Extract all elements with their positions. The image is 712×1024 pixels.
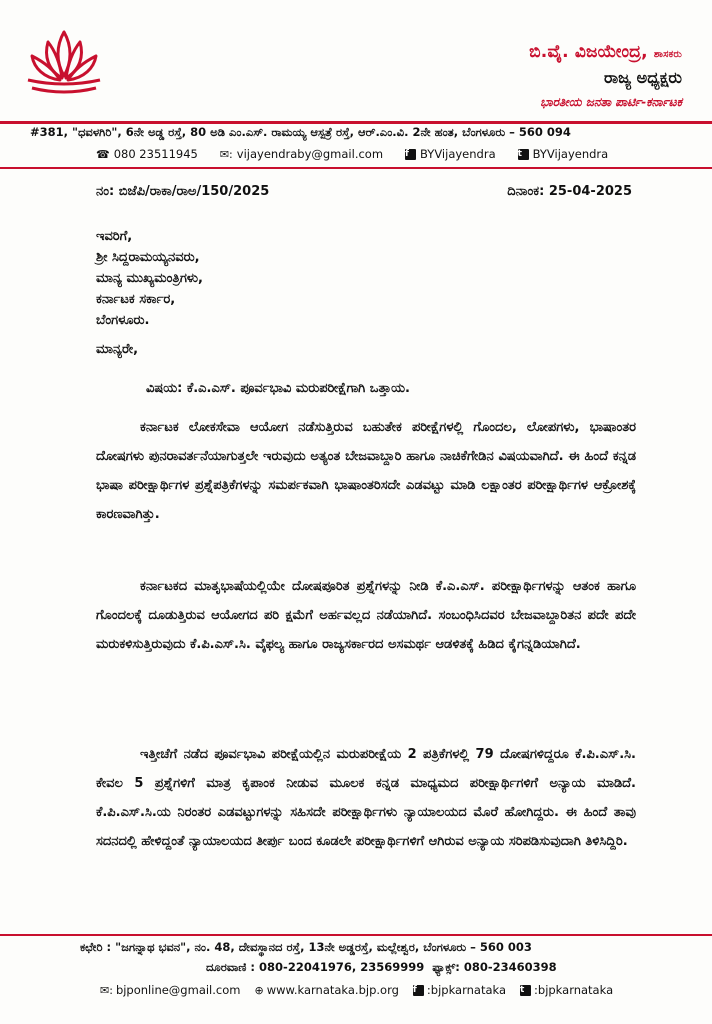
phone-contact (96, 147, 198, 161)
recipient-line: ಇವರಿಗೆ, (96, 229, 133, 244)
sender-address: #381, "ಧವಳಗಿರಿ", 6ನೇ ಅಡ್ಡ ರಸ್ತೆ, 80 ಅಡಿ ಎಂ.ಎಸ್. ರಾಮಯ್ಯ ಆಸ್ಪತ್ರೆ ರಸ್ತೆ, ಆರ್.ಎಂ.ವಿ. 2ನೇ ಹಂತ, ಬೆಂಗಳೂರು – 560 094 (30, 125, 571, 139)
recipient-block (96, 226, 203, 331)
office-phone-fax (206, 960, 557, 975)
mail-icon: ✉: (100, 983, 113, 997)
facebook-handle: BYVijayendra (420, 147, 496, 161)
sender-block (529, 42, 682, 110)
contact-divider (0, 167, 712, 169)
footer-divider (0, 934, 712, 936)
twitter-icon: t (518, 149, 529, 160)
footer-twitter-text: :bjpkarnataka (534, 983, 614, 997)
facebook-icon: f (413, 985, 424, 996)
body-paragraph: ಕರ್ನಾಟಕ ಲೋಕಸೇವಾ ಆಯೋಗ ನಡೆಸುತ್ತಿರುವ ಬಹುತೇಕ ಪರೀಕ್ಷೆಗಳಲ್ಲಿ ಗೊಂದಲ, ಲೋಪಗಳು, ಭಾಷಾಂತರ ದೋಷಗಳು ಪುನರಾವರ್ತನೆಯಾಗುತ್ತಲೇ ಇರುವುದು ಅತ್ಯಂತ ಬೇಜವಾಬ್ದಾರಿ ಹಾಗೂ ನಾಚಿಕೆಗೇಡಿನ ವಿಷಯವಾಗಿದೆ. ಈ ಹಿಂದೆ ಕನ್ನಡ ಭಾಷಾ ಪರೀಕ್ಷಾರ್ಥಿಗಳ ಪ್ರಶ್ನೆಪತ್ರಿಕೆಗಳನ್ನು ಸಮರ್ಪಕವಾಗಿ ಭಾಷಾಂತರಿಸದೇ ಎಡವಟ್ಟು ಮಾಡಿ ಲಕ್ಷಾಂತರ ಪರೀಕ್ಷಾರ್ಥಿಗಳ ಆಕ್ರೋಶಕ್ಕೆ ಕಾರಣವಾಗಿತ್ತು. (96, 420, 636, 522)
twitter-handle: BYVijayendra (532, 147, 609, 161)
footer-twitter (520, 983, 613, 997)
body-paragraph: ಕರ್ನಾಟಕದ ಮಾತೃಭಾಷೆಯಲ್ಲಿಯೇ ದೋಷಪೂರಿತ ಪ್ರಶ್ನೆಗಳನ್ನು ನೀಡಿ ಕೆ.ಎ.ಎಸ್. ಪರೀಕ್ಷಾರ್ಥಿಗಳನ್ನು ಆತಂಕ ಹಾಗೂ ಗೊಂದಲಕ್ಕೆ ದೂಡುತ್ತಿರುವ ಆಯೋಗದ ಪರಿ ಕ್ಷಮೆಗೆ ಅರ್ಹವಲ್ಲದ ನಡೆಯಾಗಿದೆ. ಸಂಬಂಧಿಸಿದವರ ಬೇಜವಾಬ್ದಾರಿತನ ಪದೇ ಪದೇ ಮರುಕಳಿಸುತ್ತಿರುವುದು ಕೆ.ಪಿ.ಎಸ್.ಸಿ. ವೈಫಲ್ಯ ಹಾಗೂ ರಾಜ್ಯಸರ್ಕಾರದ ಅಸಮರ್ಥ ಆಡಳಿತಕ್ಕೆ ಹಿಡಿದ ಕೈಗನ್ನಡಿಯಾಗಿದೆ. (96, 579, 636, 652)
header-divider (0, 121, 712, 124)
recipient-line: ಶ್ರೀ ಸಿದ್ದರಾಮಯ್ಯನವರು, (96, 250, 200, 265)
office-phone: ದೂರವಾಣಿ : 080-22041976, 23569999 (206, 960, 425, 974)
sender-suffix: ಶಾಸಕರು (653, 49, 682, 60)
sender-name: ಬಿ.ವೈ. ವಿಜಯೇಂದ್ರ, ಶಾಸಕರು (529, 42, 682, 62)
salutation: ಮಾನ್ಯರೇ, (96, 342, 139, 357)
twitter-contact (518, 147, 609, 161)
mail-icon: ✉: (219, 147, 233, 161)
footer-contacts (100, 983, 613, 997)
reference-number: ನಂ: ಬಿಜೆಪಿ/ರಾಕಾ/ರಾಅ/150/2025 (96, 184, 270, 199)
recipient-line: ಮಾನ್ಯ ಮುಖ್ಯಮಂತ್ರಿಗಳು, (96, 271, 203, 286)
phone-icon: ☎ (96, 147, 110, 161)
letter-date: ದಿನಾಂಕ: 25-04-2025 (507, 184, 632, 199)
email-address: vijayendraby@gmail.com (236, 147, 384, 161)
footer-facebook (413, 983, 506, 997)
office-fax: ಫ್ಯಾಕ್ಸ್: 080-23460398 (432, 960, 557, 974)
recipient-line: ಕರ್ನಾಟಕ ಸರ್ಕಾರ, (96, 292, 176, 307)
facebook-contact (405, 147, 496, 161)
footer-email-text: bjponline@gmail.com (115, 983, 241, 997)
globe-icon: ⊕ (254, 983, 264, 997)
twitter-icon: t (520, 985, 531, 996)
contact-row (96, 147, 608, 161)
office-address: ಕಛೇರಿ : "ಜಗನ್ನಾಥ ಭವನ", ನಂ. 48, ದೇವಸ್ಥಾನದ ರಸ್ತೆ, 13ನೇ ಅಡ್ಡರಸ್ತೆ, ಮಲ್ಲೇಶ್ವರ, ಬೆಂಗಳೂರು – 560 003 (80, 940, 532, 954)
recipient-line: ಬೆಂಗಳೂರು. (96, 313, 150, 328)
sender-role: ರಾಜ್ಯ ಅಧ್ಯಕ್ಷರು (604, 68, 682, 87)
lotus-logo-icon (22, 22, 106, 112)
footer-website (254, 983, 398, 997)
footer-email (100, 983, 240, 997)
footer-facebook-text: :bjpkarnataka (426, 983, 507, 997)
subject-line: ವಿಷಯ: ಕೆ.ಎ.ಎಸ್. ಪೂರ್ವಭಾವಿ ಮರುಪರೀಕ್ಷೆಗಾಗಿ ಒತ್ತಾಯ. (146, 381, 410, 396)
phone-number: 080 23511945 (113, 147, 198, 161)
email-contact (220, 147, 383, 161)
footer-website-text: www.karnataka.bjp.org (266, 983, 399, 997)
facebook-icon: f (405, 149, 416, 160)
body-paragraph: ಇತ್ತೀಚೆಗೆ ನಡೆದ ಪೂರ್ವಭಾವಿ ಪರೀಕ್ಷೆಯಲ್ಲಿನ ಮರುಪರೀಕ್ಷೆಯ 2 ಪತ್ರಿಕೆಗಳಲ್ಲಿ 79 ದೋಷಗಳಿದ್ದರೂ ಕೆ.ಪಿ.ಎಸ್.ಸಿ. ಕೇವಲ 5 ಪ್ರಶ್ನೆಗಳಿಗೆ ಮಾತ್ರ ಕೃಪಾಂಕ ನೀಡುವ ಮೂಲಕ ಕನ್ನಡ ಮಾಧ್ಯಮದ ಪರೀಕ್ಷಾರ್ಥಿಗಳಿಗೆ ಅನ್ಯಾಯ ಮಾಡಿದೆ. ಕೆ.ಪಿ.ಎಸ್.ಸಿ.ಯ ನಿರಂತರ ಎಡವಟ್ಟುಗಳನ್ನು ಸಹಿಸದೇ ಪರೀಕ್ಷಾರ್ಥಿಗಳು ನ್ಯಾಯಾಲಯದ ಮೊರೆ ಹೋಗಿದ್ದರು. ಈ ಹಿಂದೆ ತಾವು ಸದನದಲ್ಲಿ ಹೇಳಿದ್ದಂತೆ ನ್ಯಾಯಾಲಯದ ತೀರ್ಪು ಬಂದ ಕೂಡಲೇ ಪರೀಕ್ಷಾರ್ಥಿಗಳಿಗೆ ಆಗಿರುವ ಅನ್ಯಾಯ ಸರಿಪಡಿಸುವುದಾಗಿ ತಿಳಿಸಿದ್ದಿರಿ. (96, 747, 636, 849)
party-name: ಭಾರತೀಯ ಜನತಾ ಪಾರ್ಟಿ-ಕರ್ನಾಟಕ (540, 95, 682, 109)
